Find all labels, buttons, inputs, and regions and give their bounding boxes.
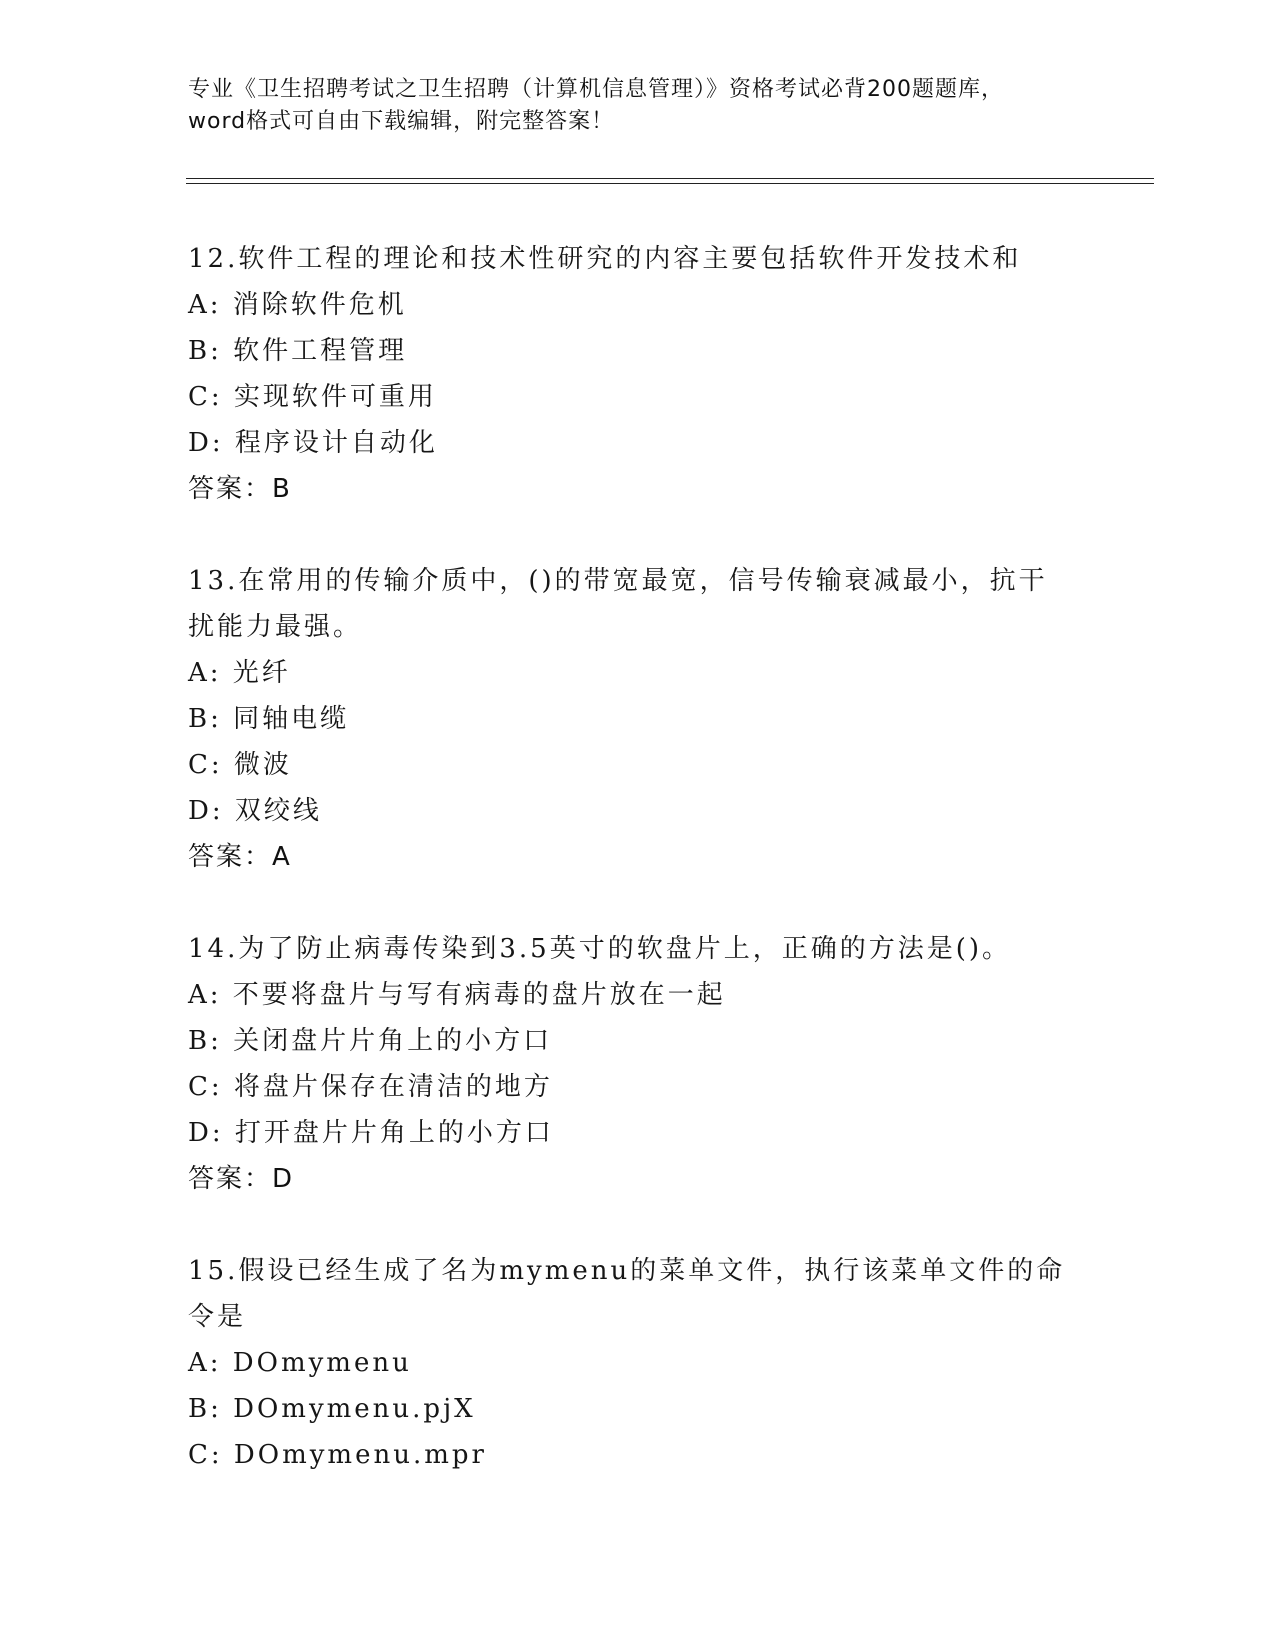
question-stem: 12.软件工程的理论和技术性研究的内容主要包括软件开发技术和 [188,244,1022,274]
question-list [188,236,1088,1478]
header-line-1: 专业《卫生招聘考试之卫生招聘（计算机信息管理）》资格考试必背200题题库， [188,77,1004,102]
option-d: D: 程序设计自动化 [188,428,438,458]
option-d: D: 双绞线 [188,796,322,826]
option-c: C: 将盘片保存在清洁的地方 [188,1072,553,1102]
option-b: B: 软件工程管理 [188,336,408,366]
header-line-2: word格式可自由下载编辑，附完整答案！ [188,109,615,134]
option-b: B: DOmymenu.pjX [188,1394,476,1424]
option-c: C: 微波 [188,750,292,780]
answer: 答案：D [188,1164,295,1194]
answer: 答案：A [188,842,292,872]
question-stem: 14.为了防止病毒传染到3.5英寸的软盘片上，正确的方法是()。 [188,934,1011,964]
option-c: C: 实现软件可重用 [188,382,437,412]
question-13 [188,558,1088,880]
option-c: C: DOmymenu.mpr [188,1440,487,1470]
option-a: A: 消除软件危机 [188,290,407,320]
option-b: B: 关闭盘片片角上的小方口 [188,1026,553,1056]
question-15 [188,1248,1088,1478]
document-header [188,74,1088,138]
option-b: B: 同轴电缆 [188,704,350,734]
option-d: D: 打开盘片片角上的小方口 [188,1118,554,1148]
question-12 [188,236,1088,512]
option-a: A: 光纤 [188,658,291,688]
option-a: A: 不要将盘片与写有病毒的盘片放在一起 [188,980,726,1010]
header-divider-top [186,178,1154,179]
question-14 [188,926,1088,1202]
option-a: A: DOmymenu [188,1348,412,1378]
answer: 答案：B [188,474,292,504]
question-stem: 13.在常用的传输介质中，()的带宽最宽，信号传输衰减最小，抗干扰能力最强。 [188,566,1048,642]
header-divider-bottom [186,183,1154,184]
question-stem: 15.假设已经生成了名为mymenu的菜单文件，执行该菜单文件的命令是 [188,1256,1066,1332]
